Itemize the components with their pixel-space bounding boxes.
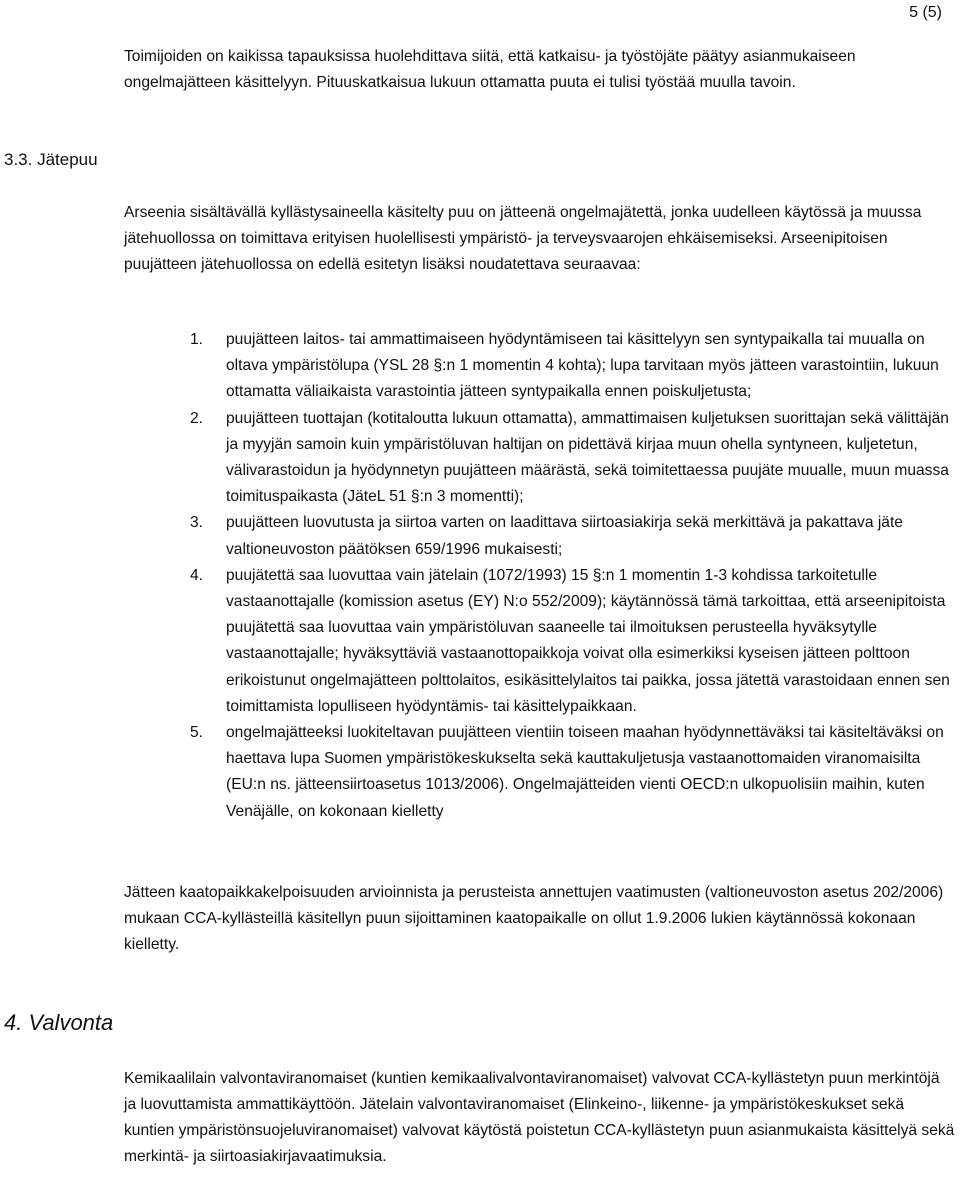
section-heading-jatepuu: 3.3. Jätepuu xyxy=(4,150,98,169)
list-item-text: puujätteen luovutusta ja siirtoa varten on laadittava siirtoasiakirja sekä merkittävä ja pakattava jäte valtioneuvoston päätöksen 659/1996 mukaisesti; xyxy=(226,514,903,558)
landfill-paragraph: Jätteen kaatopaikkakelpoisuuden arvioinnista ja perusteista annettujen vaatimusten (valtioneuvoston asetus 202/2006) mukaan CCA-kyllästeillä käsitellyn puun sijoittaminen kaatopaikalle on ollut 1.9.2006 lukien käytännössä kokonaan kielletty. xyxy=(124,884,944,953)
list-item xyxy=(190,720,956,825)
list-item xyxy=(190,406,956,511)
section-heading-valvonta: 4. Valvonta xyxy=(4,1010,114,1035)
requirements-list xyxy=(190,327,956,825)
list-item-number: 4. xyxy=(190,566,204,584)
list-item-number: 3. xyxy=(190,514,204,532)
page-number: 5 (5) xyxy=(909,4,942,21)
list-item-text: puujätettä saa luovuttaa vain jätelain (1072/1993) 15 §:n 1 momentin 1-3 kohdissa tarkoitetulle vastaanottajalle (komission asetus (EY) N:o 552/2009); käytännössä tämä tarkoittaa, että arseenipitoista puujätettä saa luovuttaa vain ympäristöluvan saaneelle tai ilmoituksen perusteella hyväksytylle vastaanottajalle; hyväksyttäviä vastaanottopaikkoja voivat olla esimerkiksi kyseisen jätteen polttoon erikoistunut ongelmajätteen polttolaitos, esikäsittelylaitos tai paikka, jossa jätettä varastoidaan ennen sen toimittamista lopulliseen hyödyntämis- tai käsittelypaikkaan. xyxy=(226,566,950,715)
list-item-number: 1. xyxy=(190,331,204,348)
list-item-number: 2. xyxy=(190,409,204,427)
list-item-text: ongelmajätteeksi luokiteltavan puujätteen vientiin toiseen maahan hyödynnettäväksi tai käsiteltäväksi on haettava lupa Suomen ympäristökeskukselta sekä kauttakuljetusja vastaanottomaiden viranomaisilta (EU:n ns. jätteensiirtoasetus 1013/2006). Ongelmajätteiden vienti OECD:n ulkopuolisiin maihin, kuten Venäjälle, on kokonaan kielletty xyxy=(226,724,944,820)
list-item-number: 5. xyxy=(190,724,204,742)
list-item xyxy=(190,563,956,720)
list-item xyxy=(190,510,956,562)
supervision-paragraph: Kemikaalilain valvontaviranomaiset (kuntien kemikaalivalvontaviranomaiset) valvovat CCA-kyllästetyn puun merkintöjä ja luovuttamista ammattikäyttöön. Jätelain valvontaviranomaiset (Elinkeino-, liikenne- ja ympäristökeskukset sekä kuntien ympäristönsuojeluviranomaiset) valvovat käytöstä poistetun CCA-kyllästetyn puun asianmukaista käsittelyä sekä merkintä- ja siirtoasiakirjavaatimuksia. xyxy=(124,1070,955,1165)
arsenic-wood-paragraph: Arseenia sisältävällä kyllästysaineella käsitelty puu on jätteenä ongelmajätettä, jonka uudelleen käytössä ja muussa jätehuollossa on toimittava erityisen huolellisesti ympäristö- ja terveysvaarojen ehkäisemiseksi. Arseenipitoisen puujätteen jätehuollossa on edellä esitetyn lisäksi noudatettava seuraavaa: xyxy=(124,204,922,273)
list-item-text: puujätteen laitos- tai ammattimaiseen hyödyntämiseen tai käsittelyyn sen syntypaikalla tai muualla on oltava ympäristölupa (YSL 28 §:n 1 momentin 4 kohta); lupa tarvitaan myös jätteen varastointiin, lukuun ottamatta väliaikaista varastointia jätteen syntypaikalla ennen poiskuljetusta; xyxy=(226,331,939,401)
list-item xyxy=(190,327,956,406)
list-item-text: puujätteen tuottajan (kotitaloutta lukuun ottamatta), ammattimaisen kuljetuksen suorittajan sekä välittäjän ja myyjän samoin kuin ympäristöluvan haltijan on pidettävä kirjaa muun ohella syntyneen, kuljetetun, välivarastoidun ja hyödynnetyn puujätteen määrästä, sekä toimitettaessa puujäte muualle, muun muassa toimituspaikasta (JäteL 51 §:n 3 momentti); xyxy=(226,409,949,506)
intro-paragraph: Toimijoiden on kaikissa tapauksissa huolehdittava siitä, että katkaisu- ja työstöjäte päätyy asianmukaiseen ongelmajätteen käsittelyyn. Pituuskatkaisua lukuun ottamatta puuta ei tulisi työstää muulla tavoin. xyxy=(124,48,856,91)
